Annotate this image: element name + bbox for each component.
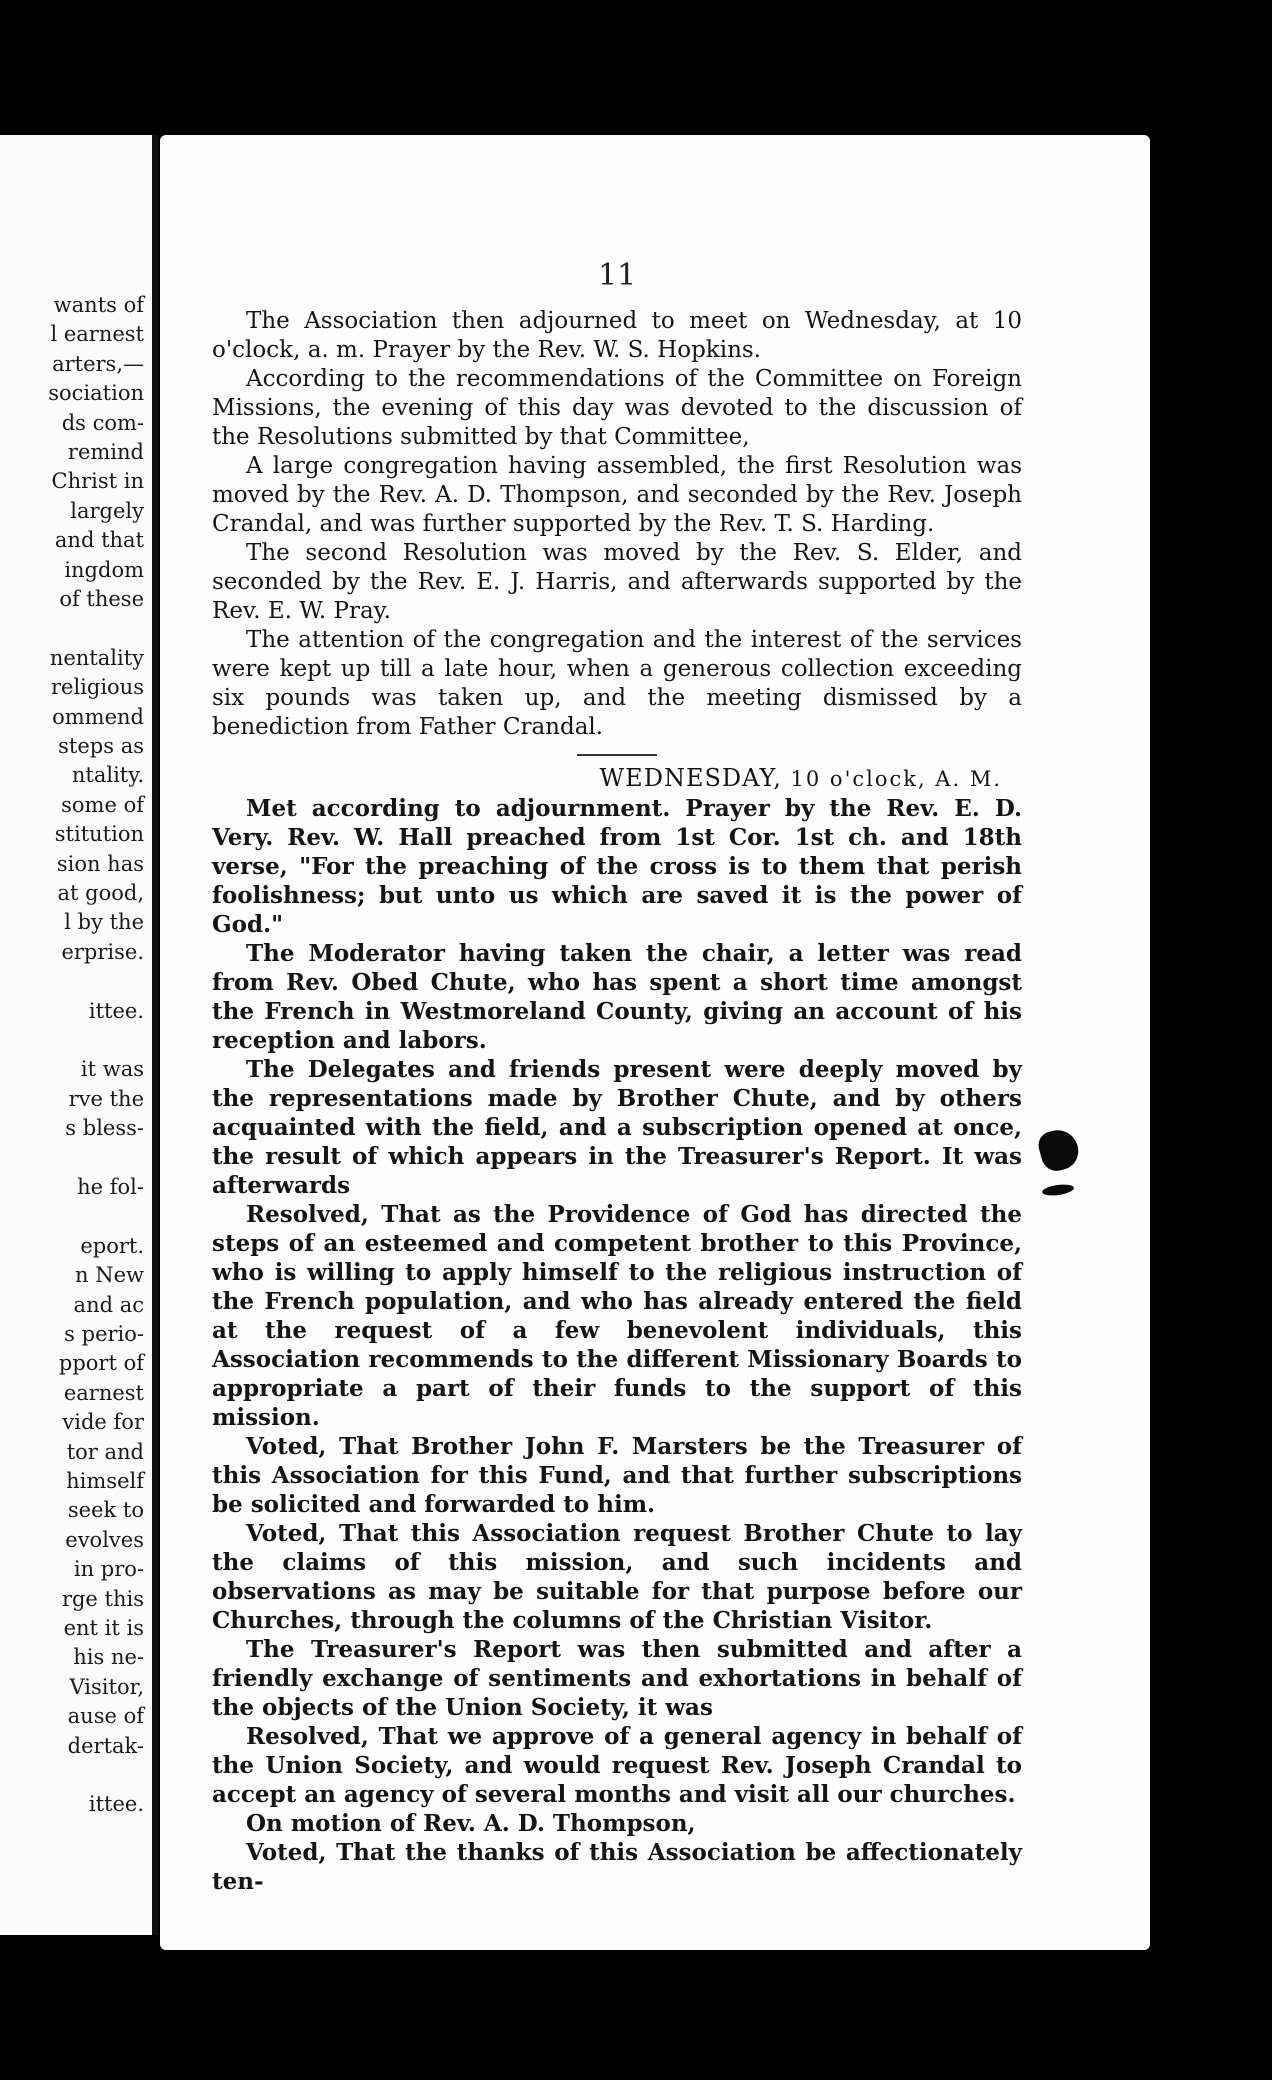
left-page-line: rge this <box>61 1586 144 1611</box>
left-page-line: his ne- <box>73 1645 144 1670</box>
paragraph: Voted, That this Association request Brother Chute to lay the claims of this mission, and such incidents and observations as may be suitable for that purpose before our Churches, through the columns of the Christian Visitor. <box>212 1520 1022 1634</box>
left-page-line: pport of <box>58 1351 144 1376</box>
paragraph: Met according to adjournment. Prayer by the Rev. E. D. Very. Rev. W. Hall preached from 1st Cor. 1st ch. and 18th verse, "For the preaching of the cross is to them that perish foolishness; but unto us which are saved it is the power of God." <box>212 795 1022 938</box>
left-page-line: dertak- <box>67 1733 144 1758</box>
left-page-line: steps as <box>58 734 144 758</box>
left-page-line: in pro- <box>73 1557 144 1582</box>
paragraph: The Moderator having taken the chair, a letter was read from Rev. Obed Chute, who has spent a short time amongst the French in Westmoreland County, giving an account of his reception and labors. <box>212 940 1022 1054</box>
left-page-line: ent it is <box>63 1616 144 1640</box>
left-page-line: largely <box>70 498 144 523</box>
left-page-line: at good, <box>57 881 144 905</box>
left-page-line: ommend <box>52 704 144 729</box>
left-page-line: remind <box>67 440 144 464</box>
left-page-line: vide for <box>62 1410 144 1435</box>
left-page-line: Visitor, <box>69 1674 144 1699</box>
left-page-line: rve the <box>68 1086 144 1111</box>
left-page-fragment <box>0 135 158 1935</box>
left-page-line: l by the <box>64 910 144 935</box>
left-page-line: himself <box>66 1469 144 1493</box>
left-page-line: l earnest <box>50 322 144 347</box>
paragraph: The attention of the congregation and the interest of the services were kept up till a late hour, when a generous collection exceeding six pounds was taken up, and the meeting dismissed by a benediction from Father Crandal. <box>212 627 1022 740</box>
heading-day: WEDNESDAY, <box>599 764 782 792</box>
paragraph: The Association then adjourned to meet on Wednesday, at 10 o'clock, a. m. Prayer by the Rev. W. S. Hopkins. <box>212 308 1022 363</box>
left-page-line: nentality <box>49 645 144 670</box>
left-page-line: he fol- <box>77 1175 144 1199</box>
paragraph: The Delegates and friends present were deeply moved by the representations made by Brother Chute, and by others acquainted with the field, and a subscription opened at once, the result of which appears in the Treasurer's Report. It was afterwards <box>212 1056 1022 1199</box>
left-page-line: and that <box>54 528 144 553</box>
left-page-line: it was <box>80 1057 144 1082</box>
paragraph: On motion of Rev. A. D. Thompson, <box>246 1810 696 1837</box>
left-page-line: some of <box>61 792 144 817</box>
left-page-line: sociation <box>48 381 144 406</box>
left-page-line: of these <box>59 587 144 611</box>
left-page-line: Christ in <box>51 469 144 494</box>
left-page-line: tor and <box>66 1439 144 1464</box>
left-page-line: ingdom <box>64 557 144 582</box>
left-page-line: s bless- <box>65 1116 144 1141</box>
paragraph: The second Resolution was moved by the Rev. S. Elder, and seconded by the Rev. E. J. Harris, and afterwards supported by the Rev. E. W. Pray. <box>212 540 1022 624</box>
paragraph: Resolved, That as the Providence of God has directed the steps of an esteemed and competent brother to this Province, who is willing to apply himself to the religious instruction of the French population, and who has already entered the field at the request of a few benevolent individuals, this Association recommends to the different Missionary Boards to appropriate a part of their funds to the support of this mission. <box>212 1201 1022 1431</box>
left-page-line: ittee. <box>88 998 144 1023</box>
paragraph: A large congregation having assembled, the first Resolution was moved by the Rev. A. D. Thompson, and seconded by the Rev. Joseph Crandal, and was further supported by the Rev. T. S. Harding. <box>212 453 1022 537</box>
left-page-line: stitution <box>54 822 144 847</box>
left-page-line: sion has <box>56 851 144 876</box>
left-page-line: arters,— <box>52 351 144 376</box>
paragraph: The Treasurer's Report was then submitted and after a friendly exchange of sentiments and exhortations in behalf of the objects of the Union Society, it was <box>212 1636 1022 1721</box>
ink-blot <box>1041 1183 1074 1197</box>
left-page-line: s perio- <box>64 1322 144 1346</box>
left-page-line: erprise. <box>61 939 144 964</box>
left-page-line: and ac <box>73 1292 144 1317</box>
left-page-line: ittee. <box>88 1792 144 1817</box>
left-page-line: eport. <box>80 1233 144 1258</box>
left-page-line: ds com- <box>61 410 144 435</box>
section-heading <box>212 764 1022 794</box>
left-page-line: wants of <box>53 293 144 317</box>
left-page-line: earnest <box>63 1380 144 1405</box>
left-page-line: seek to <box>67 1498 144 1523</box>
paragraph: Resolved, That we approve of a general agency in behalf of the Union Society, and would request Rev. Joseph Crandal to accept an agency of several months and visit all our churches. <box>212 1723 1022 1808</box>
paragraph: Voted, That the thanks of this Association be affectionately ten- <box>212 1839 1022 1895</box>
section-divider <box>577 754 657 756</box>
heading-time: 10 o'clock, A. M. <box>790 767 1002 791</box>
right-page <box>160 135 1150 1950</box>
paragraph: According to the recommendations of the Committee on Foreign Missions, the evening of this day was devoted to the discussion of the Resolutions submitted by that Committee, <box>212 366 1022 450</box>
page-number: 11 <box>598 258 637 293</box>
left-page-line: evolves <box>65 1527 144 1552</box>
left-page-line: ntality. <box>71 763 144 788</box>
left-page-line: ause of <box>67 1704 144 1729</box>
page-text <box>212 307 1022 1896</box>
left-page-line: n New <box>75 1263 144 1288</box>
paragraph: Voted, That Brother John F. Marsters be the Treasurer of this Association for this Fund, and that further subscriptions be solicited and forwarded to him. <box>212 1433 1022 1518</box>
ink-blot <box>1035 1126 1082 1174</box>
left-page-line: religious <box>50 675 144 700</box>
